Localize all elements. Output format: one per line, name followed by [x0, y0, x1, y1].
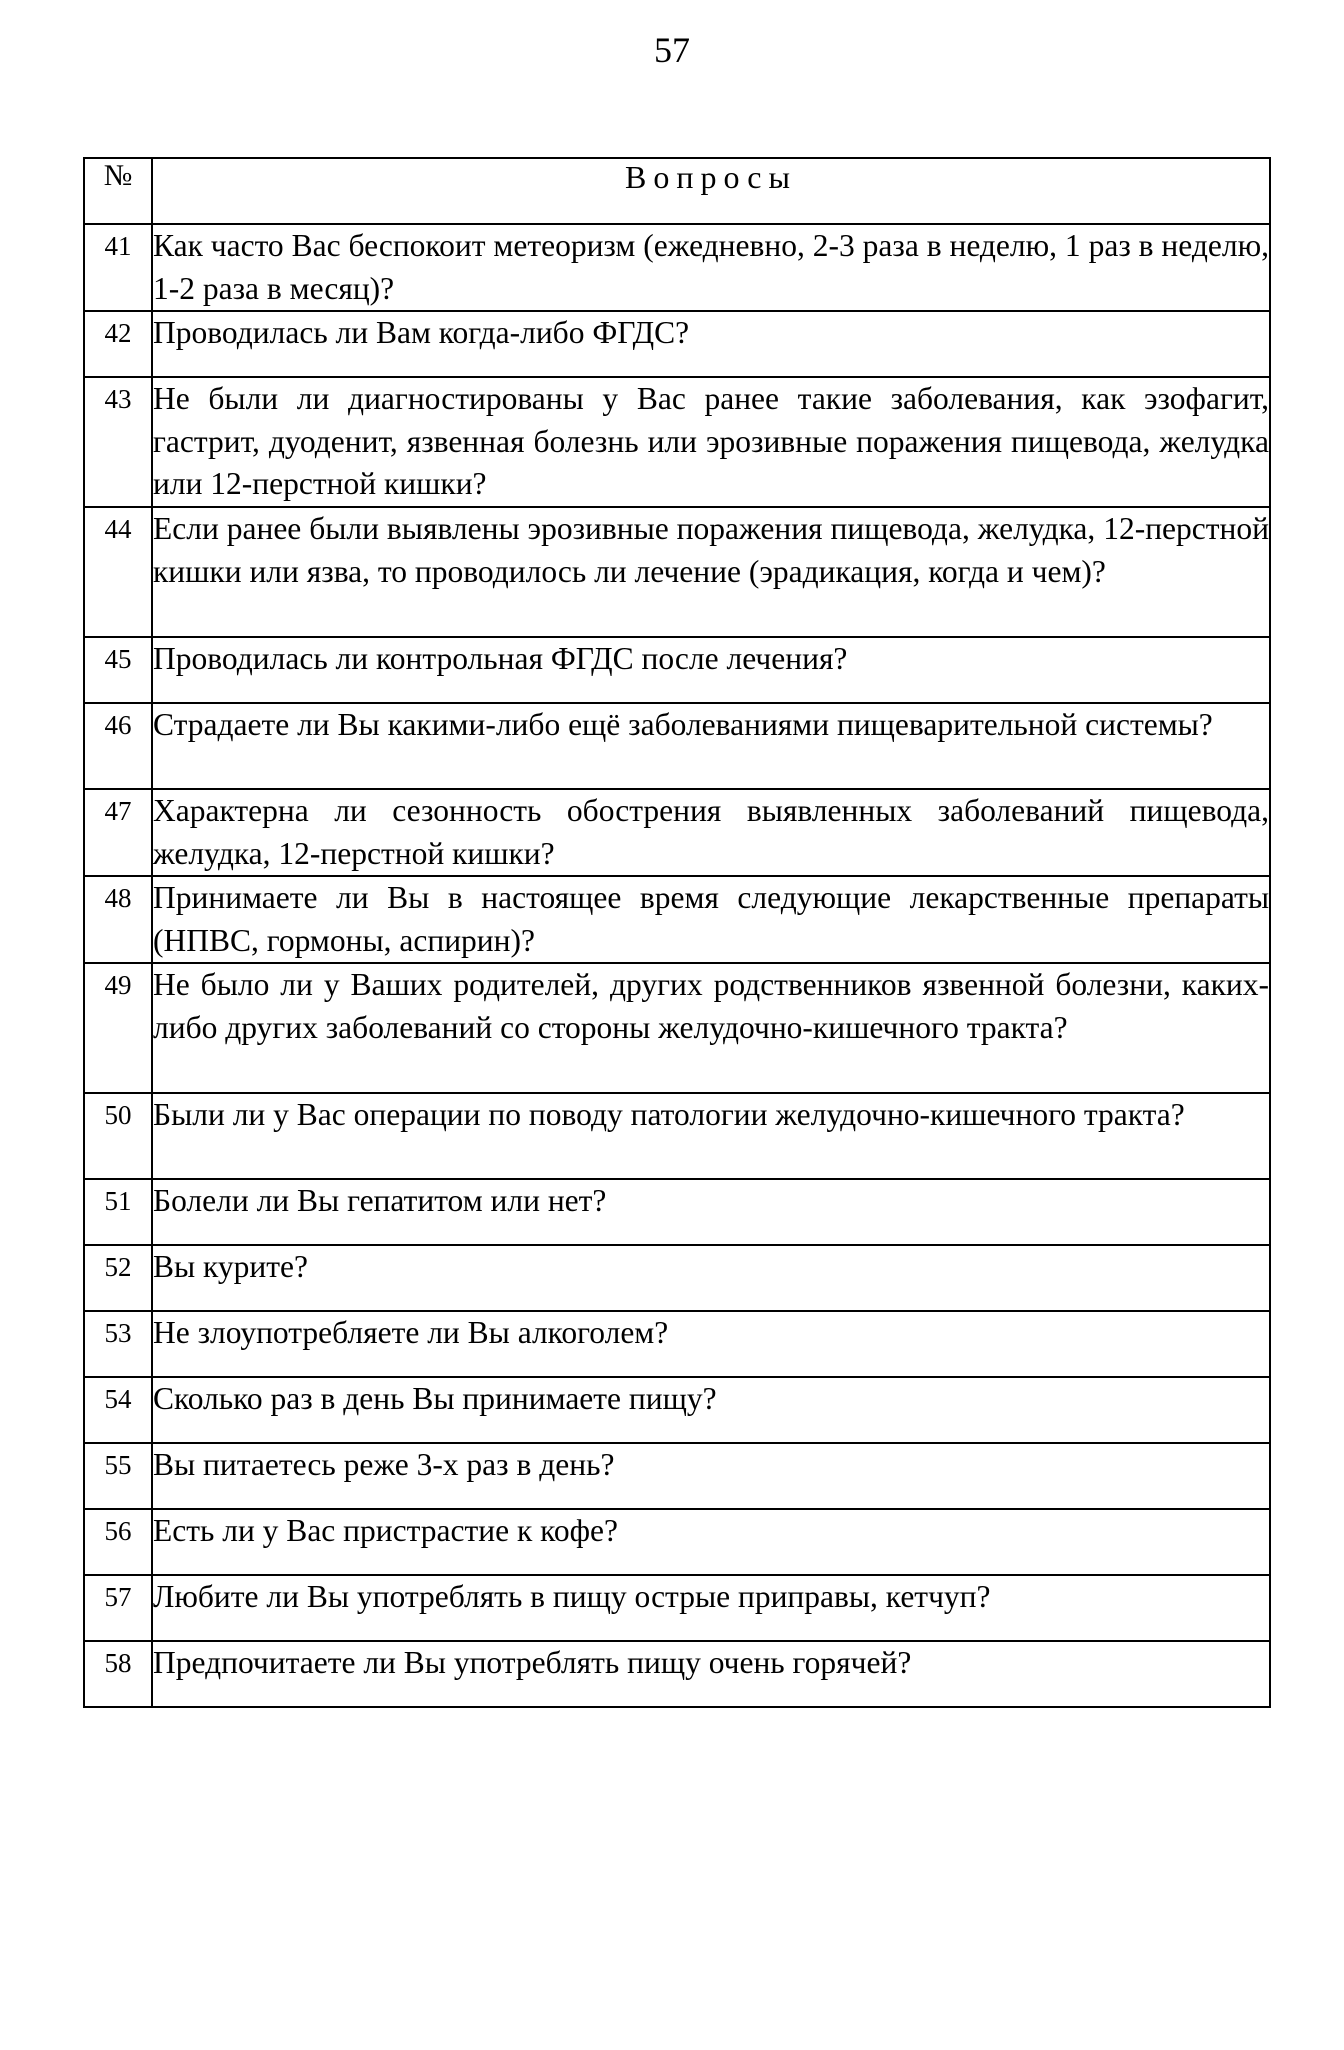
question-number: 48: [84, 876, 152, 963]
question-text: Характерна ли сезонность обострения выявленных заболеваний пищевода, желудка, 12-перстной кишки?: [152, 789, 1270, 876]
question-number: 53: [84, 1311, 152, 1377]
table-row: [84, 876, 1270, 963]
question-text: Не было ли у Ваших родителей, других родственников язвенной болезни, каких-либо других заболеваний со стороны желудочно-кишечного тракта?: [152, 963, 1270, 1093]
question-number: 55: [84, 1443, 152, 1509]
question-number: 46: [84, 703, 152, 789]
question-number: 58: [84, 1641, 152, 1707]
question-text: Если ранее были выявлены эрозивные поражения пищевода, желудка, 12-перстной кишки или язва, то проводилось ли лечение (эрадикация, когда и чем)?: [152, 507, 1270, 637]
question-number: 47: [84, 789, 152, 876]
table-row: [84, 1245, 1270, 1311]
question-text: Как часто Вас беспокоит метеоризм (ежедневно, 2-3 раза в неделю, 1 раз в неделю, 1-2 раза в месяц)?: [152, 224, 1270, 311]
question-number: 50: [84, 1093, 152, 1179]
table-row: [84, 703, 1270, 789]
table-row: [84, 224, 1270, 311]
question-text: Есть ли у Вас пристрастие к кофе?: [152, 1509, 1270, 1575]
table-row: [84, 1377, 1270, 1443]
table-row: [84, 507, 1270, 637]
question-text: Вы курите?: [152, 1245, 1270, 1311]
question-text: Не были ли диагностированы у Вас ранее такие заболевания, как эзофагит, гастрит, дуоденит, язвенная болезнь или эрозивные поражения пищевода, желудка или 12-перстной кишки?: [152, 377, 1270, 507]
table-row: [84, 637, 1270, 703]
table-row: [84, 1443, 1270, 1509]
question-text: Любите ли Вы употреблять в пищу острые приправы, кетчуп?: [152, 1575, 1270, 1641]
questions-column-header: Вопросы: [152, 158, 1270, 224]
table-row: [84, 789, 1270, 876]
question-text: Сколько раз в день Вы принимаете пищу?: [152, 1377, 1270, 1443]
question-text: Проводилась ли Вам когда-либо ФГДС?: [152, 311, 1270, 377]
number-column-header: №: [84, 158, 152, 224]
question-number: 52: [84, 1245, 152, 1311]
question-text: Вы питаетесь реже 3-х раз в день?: [152, 1443, 1270, 1509]
table-row: [84, 1311, 1270, 1377]
question-number: 43: [84, 377, 152, 507]
question-text: Предпочитаете ли Вы употреблять пищу очень горячей?: [152, 1641, 1270, 1707]
question-text: Принимаете ли Вы в настоящее время следующие лекарственные препараты (НПВС, гормоны, аспирин)?: [152, 876, 1270, 963]
table-row: [84, 1641, 1270, 1707]
table-row: [84, 377, 1270, 507]
question-number: 41: [84, 224, 152, 311]
question-number: 49: [84, 963, 152, 1093]
question-number: 42: [84, 311, 152, 377]
question-text: Проводилась ли контрольная ФГДС после лечения?: [152, 637, 1270, 703]
table-row: [84, 311, 1270, 377]
questions-table: [83, 157, 1271, 1708]
question-number: 51: [84, 1179, 152, 1245]
table-row: [84, 1509, 1270, 1575]
table-row: [84, 1575, 1270, 1641]
question-text: Были ли у Вас операции по поводу патологии желудочно-кишечного тракта?: [152, 1093, 1270, 1179]
table-row: [84, 963, 1270, 1093]
question-number: 54: [84, 1377, 152, 1443]
page-number: 57: [654, 30, 690, 70]
question-text: Страдаете ли Вы какими-либо ещё заболеваниями пищеварительной системы?: [152, 703, 1270, 789]
table-row: [84, 1179, 1270, 1245]
table-header-row: [84, 158, 1270, 224]
table-row: [84, 1093, 1270, 1179]
question-number: 44: [84, 507, 152, 637]
question-number: 45: [84, 637, 152, 703]
question-text: Не злоупотребляете ли Вы алкоголем?: [152, 1311, 1270, 1377]
question-text: Болели ли Вы гепатитом или нет?: [152, 1179, 1270, 1245]
question-number: 57: [84, 1575, 152, 1641]
question-number: 56: [84, 1509, 152, 1575]
